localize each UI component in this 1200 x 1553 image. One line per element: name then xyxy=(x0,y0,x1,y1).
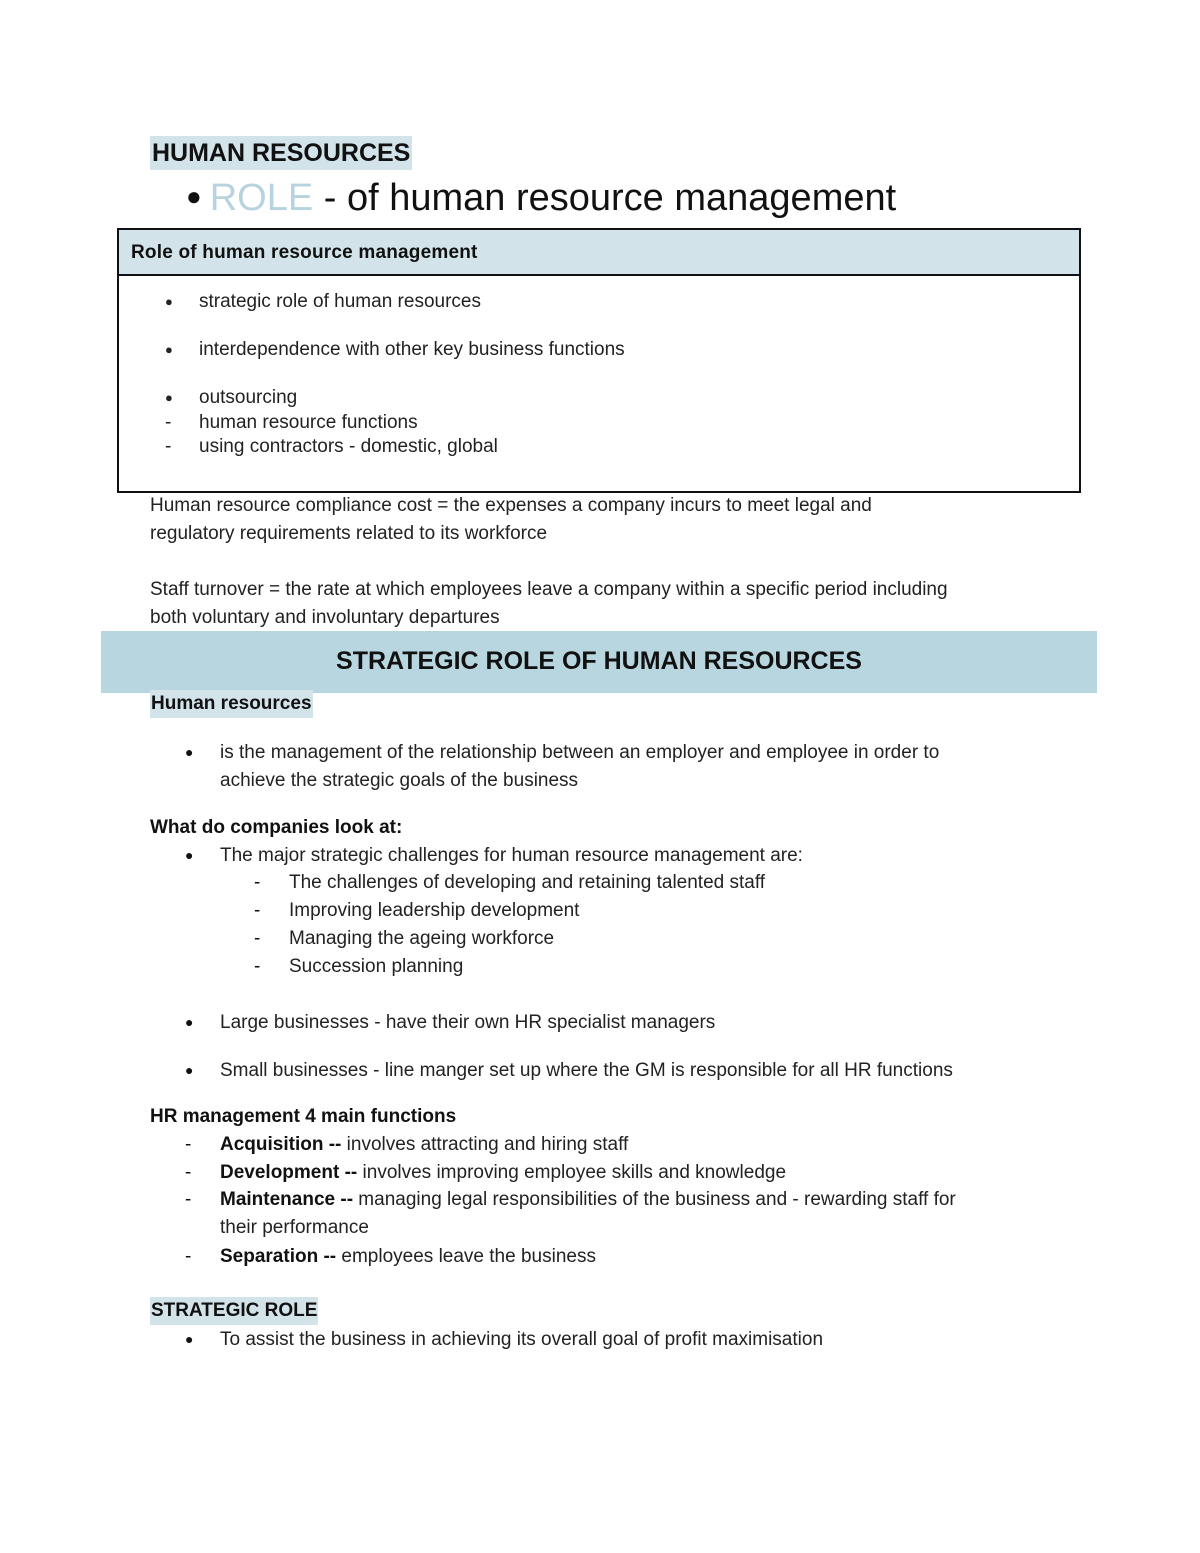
small-business-point: Small businesses - line manger set up where the GM is responsible for all HR functions xyxy=(220,1060,953,1081)
challenge-item: The challenges of developing and retaining talented staff xyxy=(289,872,766,893)
dash-marker: - xyxy=(165,412,172,433)
bullet-icon: ● xyxy=(185,847,194,863)
strategic-role-heading: STRATEGIC ROLE xyxy=(150,1297,318,1325)
bullet-icon: ● xyxy=(185,1062,194,1078)
definition-line: regulatory requirements related to its workforce xyxy=(150,523,548,544)
hr-heading: Human resources xyxy=(150,690,313,718)
dash-marker: - xyxy=(254,928,261,949)
dash-marker: - xyxy=(165,436,172,457)
functions-heading: HR management 4 main functions xyxy=(150,1106,457,1127)
function-term: Development -- xyxy=(220,1162,358,1183)
function-item xyxy=(220,1159,786,1187)
definition-line: Human resource compliance cost = the expenses a company incurs to meet legal and xyxy=(150,495,872,516)
list-item-text: using contractors - domestic, global xyxy=(199,436,498,457)
function-desc: employees leave the business xyxy=(336,1246,596,1267)
dash-marker: - xyxy=(185,1162,192,1183)
page-title: HUMAN RESOURCES xyxy=(150,136,412,170)
definition-staff-turnover xyxy=(150,576,1060,632)
list-item-text: strategic role of human resources xyxy=(199,291,481,312)
function-item xyxy=(220,1186,956,1214)
challenges-intro: The major strategic challenges for human resource management are: xyxy=(220,845,803,866)
dash-marker: - xyxy=(185,1246,192,1267)
dash-marker: - xyxy=(254,900,261,921)
bullet-icon: ● xyxy=(185,1014,194,1030)
dash-marker: - xyxy=(185,1189,192,1210)
function-desc: managing legal responsibilities of the business and - rewarding staff for xyxy=(353,1189,956,1210)
function-item xyxy=(220,1243,596,1271)
bullet-icon: ● xyxy=(165,294,173,309)
function-term: Maintenance -- xyxy=(220,1189,354,1210)
function-term: Separation -- xyxy=(220,1246,337,1267)
definition-line: both voluntary and involuntary departures xyxy=(150,607,500,628)
challenge-item: Improving leadership development xyxy=(289,900,580,921)
large-business-point: Large businesses - have their own HR specialist managers xyxy=(220,1012,716,1033)
challenge-item: Succession planning xyxy=(289,956,464,977)
bullet-icon: ● xyxy=(185,1331,194,1347)
function-desc-continued: their performance xyxy=(220,1217,369,1238)
function-desc: involves improving employee skills and knowledge xyxy=(357,1162,787,1183)
challenge-item: Managing the ageing workforce xyxy=(289,928,555,949)
function-term: Acquisition -- xyxy=(220,1134,342,1155)
dash-marker: - xyxy=(254,872,261,893)
bullet-icon: ● xyxy=(186,181,202,211)
list-item-text: outsourcing xyxy=(199,387,298,408)
hr-definition-line: achieve the strategic goals of the business xyxy=(220,770,579,791)
bullet-icon: ● xyxy=(165,342,173,357)
dash-marker: - xyxy=(254,956,261,977)
subtitle-role-word: ROLE xyxy=(209,177,314,219)
bullet-icon: ● xyxy=(165,390,173,405)
bullet-icon: ● xyxy=(185,744,194,760)
subtitle-text: - of human resource management xyxy=(313,177,897,219)
companies-heading: What do companies look at: xyxy=(150,817,403,838)
section-subtitle xyxy=(186,174,896,220)
definition-compliance-cost xyxy=(150,492,1060,548)
strategic-role-point: To assist the business in achieving its overall goal of profit maximisation xyxy=(220,1329,824,1350)
function-item xyxy=(220,1131,628,1159)
definition-line: Staff turnover = the rate at which employees leave a company within a specific period including xyxy=(150,579,948,600)
role-table-heading: Role of human resource management xyxy=(119,230,1079,276)
list-item-text: human resource functions xyxy=(199,412,418,433)
list-item-text: interdependence with other key business functions xyxy=(199,339,625,360)
dash-marker: - xyxy=(185,1134,192,1155)
hr-definition-line: is the management of the relationship between an employer and employee in order to xyxy=(220,742,940,763)
function-desc: involves attracting and hiring staff xyxy=(341,1134,629,1155)
section-banner: STRATEGIC ROLE OF HUMAN RESOURCES xyxy=(101,631,1097,693)
role-table xyxy=(117,228,1081,493)
